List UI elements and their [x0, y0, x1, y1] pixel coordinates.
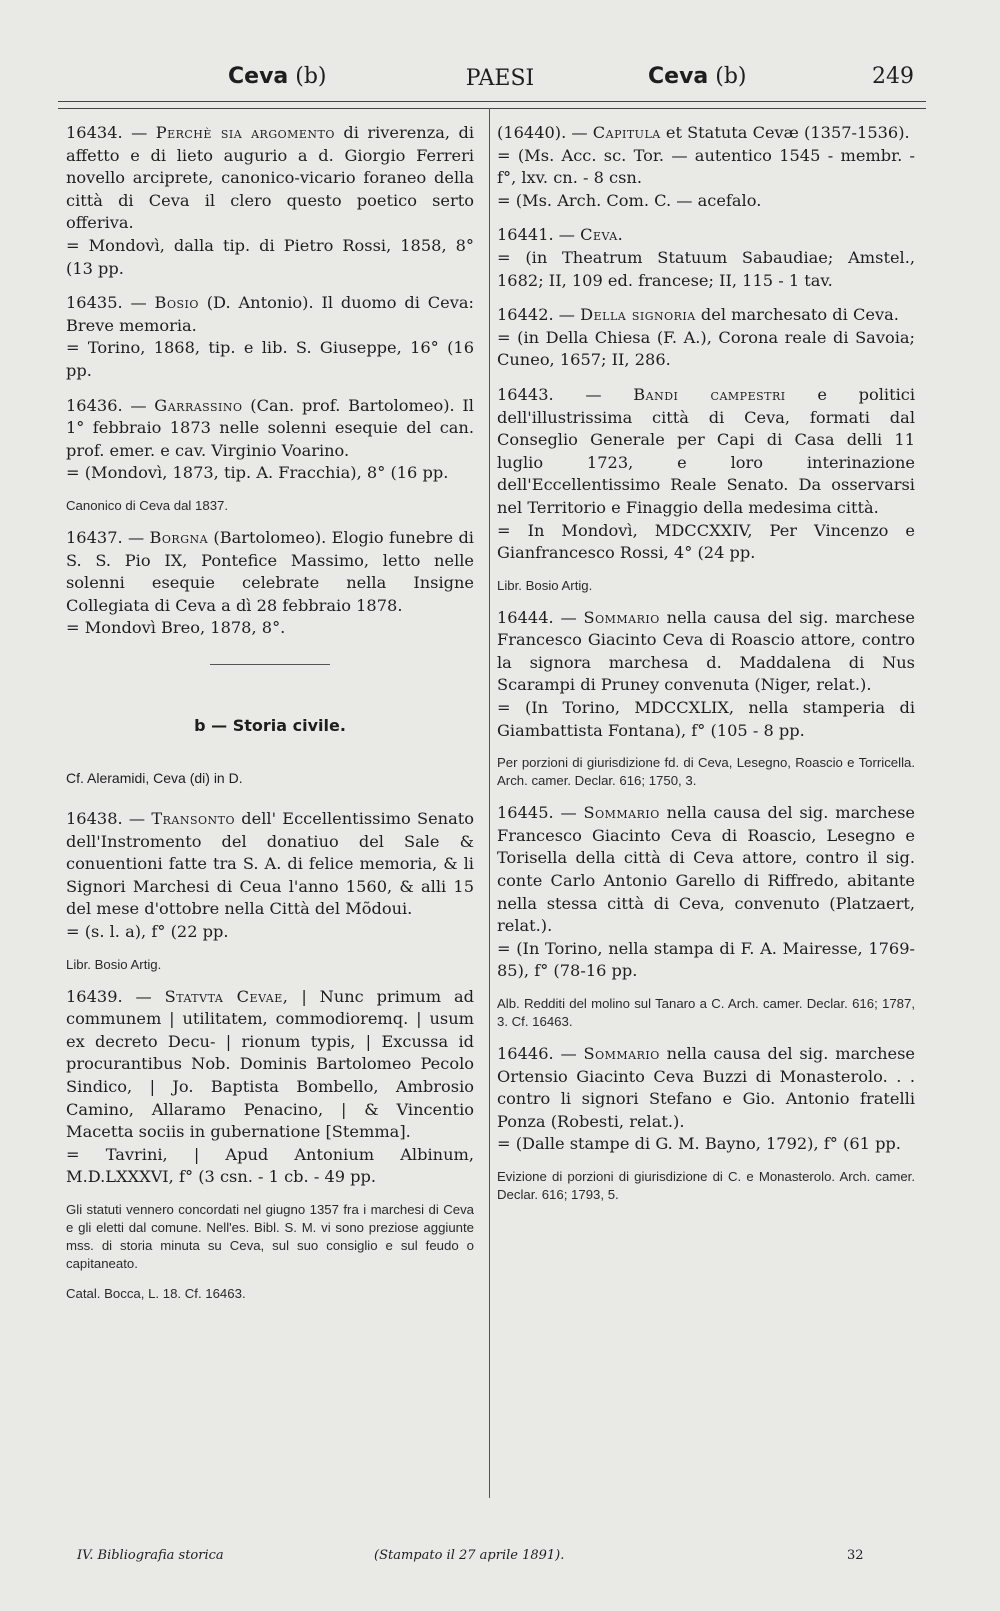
entry-heading: Sommario [583, 1044, 660, 1063]
entry-16444: 16444. — Sommario nella causa del sig. marchese Francesco Giacinto Ceva di Roascio attore, contro la signora marchesa d. Maddalena di Nus Scarampi di Pruney convenuta (Niger, relat.). = (In Torino, MDCCXLIX, nella stamperia di Giambattista Fontana), f° (105 - 8 pp. [497, 607, 915, 740]
entry-heading: Della signoria [580, 305, 696, 325]
running-head-left-sub: (b) [295, 64, 327, 89]
entry-16437: 16437. — Borgna (Bartolomeo). Elogio funebre di S. S. Pio IX, Pontefice Massimo, letto nelle solenni esequie celebrate nella Insigne Collegiata di Ceva a dì 28 febbraio 1878. = Mondovì Breo, 1878, 8°. [66, 527, 474, 638]
running-head-right [648, 62, 747, 92]
entry-heading: Sommario [583, 607, 660, 627]
entry-note-catalog: Catal. Bocca, L. 18. Cf. 16463. [66, 1285, 246, 1301]
entry-heading: Transonto [151, 809, 236, 829]
entry-text: (Bartolomeo). Elogio funebre di S. S. Pio IX, Pontefice Massimo, letto nelle solenni esequie celebrate nella Insigne Collegiata di Ceva a dì 28 febbraio 1878. [66, 527, 474, 615]
running-head-right-title: Ceva [648, 64, 709, 89]
entry-note: Evizione di porzioni di giurisdizione di C. e Monasterolo. Arch. camer. Declar. 616; 1793, 5. [497, 1168, 915, 1202]
entry-imprint: = In Mondovì, MDCCXXIV, Per Vincenzo e Gianfrancesco Rossi, 4° (24 pp. [497, 520, 915, 563]
entry-text: | Nunc primum ad communem | utilitatem, commodioremq. | usum ex decreto Decu- | rionum typis, | Excussa id procurantibus Nob. Dominis Bartolomeo Pecolo Sindico, | Jo. Baptista Bombello, Ambrosio Camino, Allaramo Penacino, | & Vincentio Macetta sociis in gubernatione [Stemma]. [66, 986, 474, 1142]
entry-number: 16445. [497, 803, 554, 823]
entry-text: (Can. prof. Bartolomeo). Il 1° febbraio 1873 nelle solenni esequie del can. prof. emer. e cav. Virginio Voarino. [66, 395, 474, 460]
page-number: 249 [872, 64, 914, 89]
entry-heading: Sommario [583, 803, 660, 823]
entry-imprint: = Tavrini, | Apud Antonium Albinum, M.D.LXXXVI, f° (3 csn. - 1 cb. - 49 pp. [66, 1144, 474, 1187]
entry-text: nella causa del sig. marchese Ortensio Giacinto Ceva Buzzi di Monasterolo. . . contro li signori Stefano e Gio. Antonio fratelli Ponza (Robesti, relat.). [497, 1044, 915, 1131]
footer-sheet-number: 32 [847, 1548, 864, 1563]
entry-note: Libr. Bosio Artig. [66, 956, 162, 972]
entry-16440: (16440). — Capitula et Statuta Cevæ (1357-1536). = (Ms. Acc. sc. Tor. — autentico 1545 - membr. - f°, lxv. cn. - 8 csn. = (Ms. Arch. Com. C. — acefalo. [497, 123, 915, 210]
entry-number: 16443. [497, 384, 554, 404]
entry-imprint: = (In Torino, nella stampa di F. A. Mairesse, 1769-85), f° (78-16 pp. [497, 938, 915, 981]
footer-signature: IV. Bibliografia storica [77, 1548, 224, 1563]
header-rule-top [58, 101, 926, 102]
entry-imprint: = Mondovì, dalla tip. di Pietro Rossi, 1858, 8° (13 pp. [66, 235, 474, 278]
entry-number: 16446. [497, 1044, 554, 1063]
footer-print-date: (Stampato il 27 aprile 1891). [374, 1548, 565, 1563]
entry-number: (16440). [497, 123, 567, 142]
section-title: b — Storia civile. [194, 715, 346, 735]
entry-16434: 16434. — Perchè sia argomento di riverenza, di affetto e di lieto augurio a d. Giorgio Ferreri novello arciprete, canonico-vicario foraneo della città di Ceva il clero questo poetico serto offeriva. = Mondovì, dalla tip. di Pietro Rossi, 1858, 8° (13 pp. [66, 123, 474, 278]
entry-heading: Capitula [592, 123, 661, 142]
entry-note: Gli statuti vennero concordati nel giugno 1357 fra i marchesi di Ceva e gli eletti dal comune. Nell'es. Bibl. S. M. vi sono preziose aggiunte mss. di storia minuta su Ceva, sul suo consiglio e sul feudo o capitaneato. [66, 1201, 474, 1271]
entry-16441: 16441. — Ceva. = (in Theatrum Statuum Sabaudiae; Amstel., 1682; II, 109 ed. francese; II, 115 - 1 tav. [497, 225, 915, 290]
entry-note: Per porzioni di giurisdizione fd. di Ceva, Lesegno, Roascio e Torricella. Arch. camer. Declar. 616; 1750, 3. [497, 755, 915, 789]
cross-reference: Cf. Aleramidi, Ceva (di) in D. [66, 770, 243, 787]
entry-imprint: = (in Theatrum Statuum Sabaudiae; Amstel., 1682; II, 109 ed. francese; II, 115 - 1 tav. [497, 247, 915, 290]
entry-note: Alb. Redditi del molino sul Tanaro a C. Arch. camer. Declar. 616; 1787, 3. Cf. 16463. [497, 996, 915, 1029]
entry-16435: 16435. — Bosio (D. Antonio). Il duomo di Ceva: Breve memoria. = Torino, 1868, tip. e lib. S. Giuseppe, 16° (16 pp. [66, 293, 474, 380]
left-column [66, 122, 474, 1315]
entry-imprint: = (In Torino, MDCCXLIX, nella stamperia di Giambattista Fontana), f° (105 - 8 pp. [497, 698, 915, 740]
entry-imprint: = (s. l. a), f° (22 pp. [66, 922, 229, 942]
right-column [497, 122, 915, 1216]
entry-number: 16436. [66, 395, 123, 415]
entry-number: 16438. [66, 809, 123, 829]
entry-imprint: = Mondovì Breo, 1878, 8°. [66, 618, 286, 638]
entry-16439: 16439. — Statvta Cevae, | Nunc primum ad communem | utilitatem, commodioremq. | usum ex decreto Decu- | rionum typis, | Excussa id procurantibus Nob. Dominis Bartolomeo Pecolo Sindico, | Jo. Baptista Bombello, Ambrosio Camino, Allaramo Penacino, | & Vincentio Macetta sociis in gubernatione [Stemma]. = Tavrini, | Apud Antonium Albinum, M.D.LXXXVI, f° (3 csn. - 1 cb. - 49 pp. [66, 986, 474, 1187]
entry-number: 16435. [66, 293, 123, 313]
entry-text: e politici dell'illustrissima città di Ceva, formati dal Conseglio Generale per Capi di Casa delli 11 luglio 1723, e loro interinazione dell'Eccellentissimo Reale Senato. Da osservarsi nel Territorio e Finaggio della medesima città. [497, 384, 915, 517]
running-head-left-title: Ceva [228, 64, 289, 89]
entry-heading: Bosio [154, 293, 199, 313]
entry-heading: Ceva. [580, 225, 624, 245]
entry-imprint-secondary: = (Ms. Arch. Com. C. — acefalo. [497, 190, 762, 210]
entry-heading: Statvta Cevae, [164, 986, 289, 1006]
entry-heading: Borgna [149, 527, 209, 547]
entry-imprint: = (Dalle stampe di G. M. Bayno, 1792), f° (61 pp. [497, 1134, 901, 1154]
entry-text: di riverenza, di affetto e di lieto augurio a d. Giorgio Ferreri novello arciprete, canonico-vicario foraneo della città di Ceva il clero questo poetico serto offeriva. [66, 123, 474, 233]
column-divider [489, 108, 490, 1498]
entry-text: et Statuta Cevæ (1357-1536). [665, 123, 910, 142]
entry-heading: Garrassino [154, 395, 243, 415]
entry-16436: 16436. — Garrassino (Can. prof. Bartolomeo). Il 1° febbraio 1873 nelle solenni esequie del can. prof. emer. e cav. Virginio Voarino. = (Mondovì, 1873, tip. A. Fracchia), 8° (16 pp. [66, 395, 474, 483]
entry-text: (D. Antonio). Il duomo di Ceva: Breve memoria. [66, 293, 474, 335]
entry-text: nella causa del sig. marchese Francesco Giacinto Ceva di Roascio attore, contro la signora marchesa d. Maddalena di Nus Scarampi di Pruney convenuta (Niger, relat.). [497, 607, 915, 695]
entry-number: 16434. [66, 123, 123, 142]
entry-number: 16439. [66, 986, 123, 1006]
entry-imprint: = (Mondovì, 1873, tip. A. Fracchia), 8° (16 pp. [66, 463, 449, 483]
header-rule-bottom [58, 108, 926, 109]
entry-number: 16444. [497, 607, 554, 627]
entry-note: Canonico di Ceva dal 1837. [66, 497, 229, 513]
entry-number: 16442. [497, 305, 554, 325]
entry-imprint: = (in Della Chiesa (F. A.), Corona reale di Savoia; Cuneo, 1657; II, 286. [497, 327, 915, 370]
entry-16446: 16446. — Sommario nella causa del sig. marchese Ortensio Giacinto Ceva Buzzi di Monasterolo. . . contro li signori Stefano e Gio. Antonio fratelli Ponza (Robesti, relat.). = (Dalle stampe di G. M. Bayno, 1792), f° (61 pp. [497, 1044, 915, 1154]
entry-heading: Perchè sia argomento [155, 123, 335, 142]
section-separator [210, 664, 330, 665]
entry-imprint: = (Ms. Acc. sc. Tor. — autentico 1545 - membr. - f°, lxv. cn. - 8 csn. [497, 145, 915, 188]
entry-heading: Bandi campestri [633, 384, 786, 404]
entry-16445: 16445. — Sommario nella causa del sig. marchese Francesco Giacinto Ceva di Roascio, Lesegno e Torisella della città di Ceva attore, contro il sig. conte Carlo Antonio Garello di Riffredo, abitante nella stessa città di Ceva, convenuto (Platzaert, relat.). = (In Torino, nella stampa di F. A. Mairesse, 1769-85), f° (78-16 pp. [497, 803, 915, 981]
entry-text: dell' Eccellentissimo Senato dell'Instromento del donatiuo del Sale & conuentioni fatte tra S. A. di felice memoria, & li Signori Marchesi di Ceua l'anno 1560, & alli 15 del mese d'ottobre nella Città del Mõdoui. [66, 809, 474, 919]
entry-16442: 16442. — Della signoria del marchesato di Ceva. = (in Della Chiesa (F. A.), Corona reale di Savoia; Cuneo, 1657; II, 286. [497, 305, 915, 370]
entry-note: Libr. Bosio Artig. [497, 577, 593, 593]
entry-16438: 16438. — Transonto dell' Eccellentissimo Senato dell'Instromento del donatiuo del Sale & conuentioni fatte tra S. A. di felice memoria, & li Signori Marchesi di Ceua l'anno 1560, & alli 15 del mese d'ottobre nella Città del Mõdoui. = (s. l. a), f° (22 pp. [66, 809, 474, 942]
entry-imprint: = Torino, 1868, tip. e lib. S. Giuseppe, 16° (16 pp. [66, 338, 474, 380]
entry-16443: 16443. — Bandi campestri e politici dell'illustrissima città di Ceva, formati dal Conseglio Generale per Capi di Casa delli 11 luglio 1723, e loro interinazione dell'Eccellentissimo Reale Senato. Da osservarsi nel Territorio e Finaggio della medesima città. = In Mondovì, MDCCXXIV, Per Vincenzo e Gianfrancesco Rossi, 4° (24 pp. [497, 384, 915, 563]
entry-number: 16437. [66, 527, 123, 547]
entry-text: nella causa del sig. marchese Francesco Giacinto Ceva di Roascio, Lesegno e Torisella della città di Ceva attore, contro il sig. conte Carlo Antonio Garello di Riffredo, abitante nella stessa città di Ceva, convenuto (Platzaert, relat.). [497, 803, 915, 936]
running-head-right-sub: (b) [715, 64, 747, 89]
entry-text: del marchesato di Ceva. [700, 305, 899, 325]
running-head-center: PAESI [465, 66, 535, 91]
entry-number: 16441. [497, 225, 554, 245]
